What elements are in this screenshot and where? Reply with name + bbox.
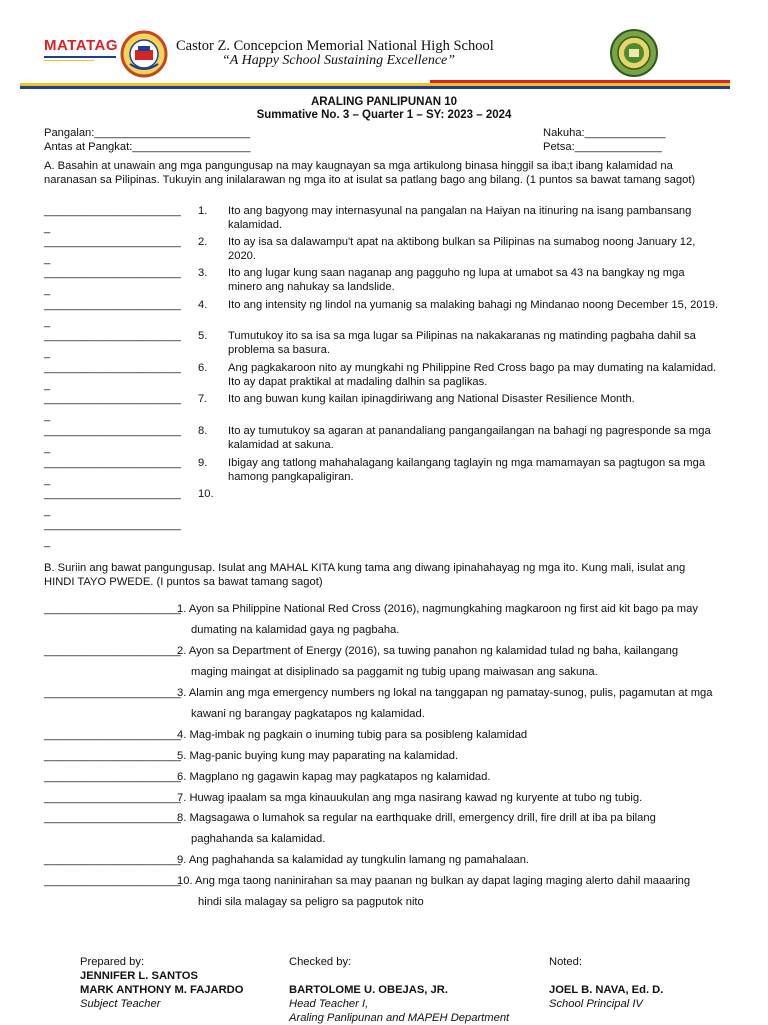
item-number: 1. [198,205,208,217]
item-text-line1: Ibigay ang tatlong mahahalagang kailangang taglayin ng mga mamamayan sa pagtugon sa mga [228,457,706,469]
item-number: 9. [198,457,208,469]
item-text-line2: minero ang nahukay sa landslide. [228,281,395,293]
answer-blank[interactable]: ______________________ [44,393,181,405]
answer-blank[interactable]: ______________________ [44,205,181,217]
answer-blank[interactable]: ______________________ [44,750,181,762]
summative-title: Summative No. 3 – Quarter 1 – SY: 2023 – 2024 [256,109,512,121]
grade-section-field[interactable]: Antas at Pangkat:___________________ [44,141,251,153]
item-text-line2: kalamidad. [228,219,283,231]
part-b-instructions-line2: HINDI TAYO PWEDE. (I puntos sa bawat tamang sagot) [44,576,323,588]
item-text-line1: Ito ay tumutukoy sa agaran at panandaliang pangangailangan na bahagi ng pagresponde sa mga [228,425,711,437]
item-text-line1: Ito ang intensity ng lindol na yumanig sa malaking bahagi ng Mindanao noong December 15, 2019. [228,299,719,311]
deped-seal-icon [120,30,168,78]
item-text-line1: 9. Ang paghahanda sa kalamidad ay tungkulin lamang ng pamahalaan. [177,854,530,866]
item-text-line1: Ito ang lugar kung saan naganap ang pagguho ng lupa at umabot sa 43 na bangkay ng mga [228,267,685,279]
matatag-logo-text: MATATAG [44,37,119,54]
signature-noted [549,955,729,1011]
blank-tail: _ [44,284,51,296]
subject-title: ARALING PANLIPUNAN 10 [310,96,458,108]
item-text-line1: Ito ay isa sa dalawampu't apat na aktibong bulkan sa Pilipinas na sumabog noong January 12, [228,236,696,248]
school-seal-icon [609,28,659,78]
answer-blank[interactable]: ______________________ [44,729,181,741]
item-text-line1: 6. Magplano ng gagawin kapag may pagkatapos ng kalamidad. [177,771,491,783]
prepared-name-1: JENNIFER L. SANTOS [80,970,198,982]
blank-tail: _ [44,410,51,422]
item-text-line1: Tumutukoy ito sa isa sa mga lugar sa Pilipinas na nakakaranas ng matinding pagbaha dahil sa [228,330,696,342]
item-text-line2: paghahanda sa kalamidad. [191,833,326,845]
answer-blank[interactable]: ______________________ [44,875,181,887]
blank-tail: _ [44,379,51,391]
prepared-name-2: MARK ANTHONY M. FAJARDO [80,984,244,996]
signature-prepared [80,955,280,1011]
blank-tail: _ [44,316,51,328]
item-text-line2: kawani ng barangay pagkatapos ng kalamidad. [191,708,425,720]
noted-name: JOEL B. NAVA, Ed. D. [549,984,664,996]
blank-tail: _ [44,253,51,265]
item-text-line1: Ito ang buwan kung kailan ipinagdiriwang ang National Disaster Resilience Month. [228,393,635,405]
answer-blank[interactable]: ______________________ [44,425,181,437]
answer-blank[interactable]: ______________________ [44,267,181,279]
part-a-instructions-line2: naranasan sa Pilipinas. Tukuyin ang inilalarawan ng mga ito at isulat sa patlang bago ang bilang. (1 puntos sa bawat tamang sagot) [44,174,696,186]
answer-blank[interactable]: ______________________ [44,236,181,248]
item-text-line1: 5. Mag-panic buying kung may paparating na kalamidad. [177,750,459,762]
blank-tail: _ [44,347,51,359]
item-text-line1: Ang pagkakaroon nito ay mungkahi ng Philippine Red Cross bago pa may dumating na kalamidad. [228,362,717,374]
answer-blank[interactable]: ______________________ [44,854,181,866]
answer-blank[interactable]: ______________________ [44,792,181,804]
answer-blank[interactable]: ______________________ [44,603,181,615]
item-text-line1: 10. Ang mga taong naninirahan sa may paanan ng bulkan ay dapat laging maging alerto dahil maaaring [177,875,691,887]
blank-tail: _ [44,505,51,517]
answer-blank[interactable]: ______________________ [44,488,181,500]
part-b-instructions-line1: B. Suriin ang bawat pangungusap. Isulat ang MAHAL KITA kung tama ang diwang ipinahahayag ng mga ito. Kung mali, isulat ang [44,562,686,574]
school-name: Castor Z. Concepcion Memorial National High School [176,38,494,54]
item-text-line2: maging maingat at disiplinado sa paggamit ng tubig upang maiwasan ang sakuna. [191,666,598,678]
item-text-line1: 7. Huwag ipaalam sa mga kinauukulan ang mga nasirang kawad ng kuryente at tubo ng tubig. [177,792,643,804]
checked-label: Checked by: [289,956,352,968]
item-text-line1: 3. Alamin ang mga emergency numbers ng lokal na tanggapan ng pamatay-sunog, pulis, pagamutan at mga [177,687,713,699]
blank-tail: _ [44,442,51,454]
item-text-line1: 8. Magsagawa o lumahok sa regular na earthquake drill, emergency drill, fire drill at iba pa bilang [177,812,656,824]
item-text-line1: 4. Mag-imbak ng pagkain o inuming tubig para sa posibleng kalamidad [177,729,528,741]
answer-blank[interactable]: ______________________ [44,299,181,311]
prepared-label: Prepared by: [80,956,145,968]
item-number: 8. [198,425,208,437]
answer-blank[interactable]: ______________________ [44,330,181,342]
item-text-line2: problema sa basura. [228,344,330,356]
item-text-line1: 1. Ayon sa Philippine National Red Cross (2016), nagmungkahing magkaroon ng first aid kit bago pa may [177,603,698,615]
item-number: 2. [198,236,208,248]
answer-blank[interactable]: ______________________ [44,362,181,374]
item-text-line2: dumating na kalamidad gaya ng pagbaha. [191,624,400,636]
blank-tail: _ [44,222,51,234]
item-text-line2: hindi sila malagay sa peligro sa pagputok nito [198,896,424,908]
checked-role-2: Araling Panlipunan and MAPEH Department [289,1012,510,1024]
header [0,0,768,90]
prepared-role: Subject Teacher [80,998,161,1010]
item-number: 6. [198,362,208,374]
item-text-line2: hamong pangkapaligiran. [228,471,354,483]
item-text-line1: 2. Ayon sa Department of Energy (2016), sa tuwing panahon ng kalamidad tulad ng baha, kailangang [177,645,679,657]
item-number: 5. [198,330,208,342]
score-field[interactable]: Nakuha:_____________ [543,127,666,139]
date-field[interactable]: Petsa:______________ [543,141,662,153]
item-text-line2: 2020. [228,250,256,262]
item-number: 10. [198,488,214,500]
school-motto: “A Happy School Sustaining Excellence” [222,53,456,68]
name-field[interactable]: Pangalan:_________________________ [44,127,250,139]
signature-checked [289,955,539,1025]
checked-name: BARTOLOME U. OBEJAS, JR. [289,984,448,996]
answer-blank[interactable]: ______________________ [44,519,181,531]
item-text-line2: kalamidad at sakuna. [228,439,334,451]
noted-role: School Principal IV [549,998,643,1010]
matatag-logo [44,37,118,65]
blank-tail: _ [44,474,51,486]
item-number: 7. [198,393,208,405]
item-text-line1: Ito ang bagyong may internasyunal na pangalan na Haiyan na itinuring na isang pambansang [228,205,692,217]
item-text-line2: Ito ay dapat praktikal at madaling dalhin sa paglikas. [228,376,488,388]
answer-blank[interactable]: ______________________ [44,645,181,657]
item-number: 4. [198,299,208,311]
header-stripe-blue [20,86,730,89]
answer-blank[interactable]: ______________________ [44,457,181,469]
part-a-instructions-line1: A. Basahin at unawain ang mga pangungusap na may kaugnayan sa mga artikulong binasa hinggil sa iba;t ibang kalamidad na [44,160,673,172]
noted-label: Noted: [549,956,582,968]
answer-blank[interactable]: ______________________ [44,687,181,699]
answer-blank[interactable]: ______________________ [44,812,181,824]
answer-blank[interactable]: ______________________ [44,771,181,783]
item-number: 3. [198,267,208,279]
part-a-instructions [44,159,744,187]
checked-role-1: Head Teacher I, [289,998,369,1010]
blank-tail: _ [44,536,51,548]
part-b-instructions [44,561,744,589]
